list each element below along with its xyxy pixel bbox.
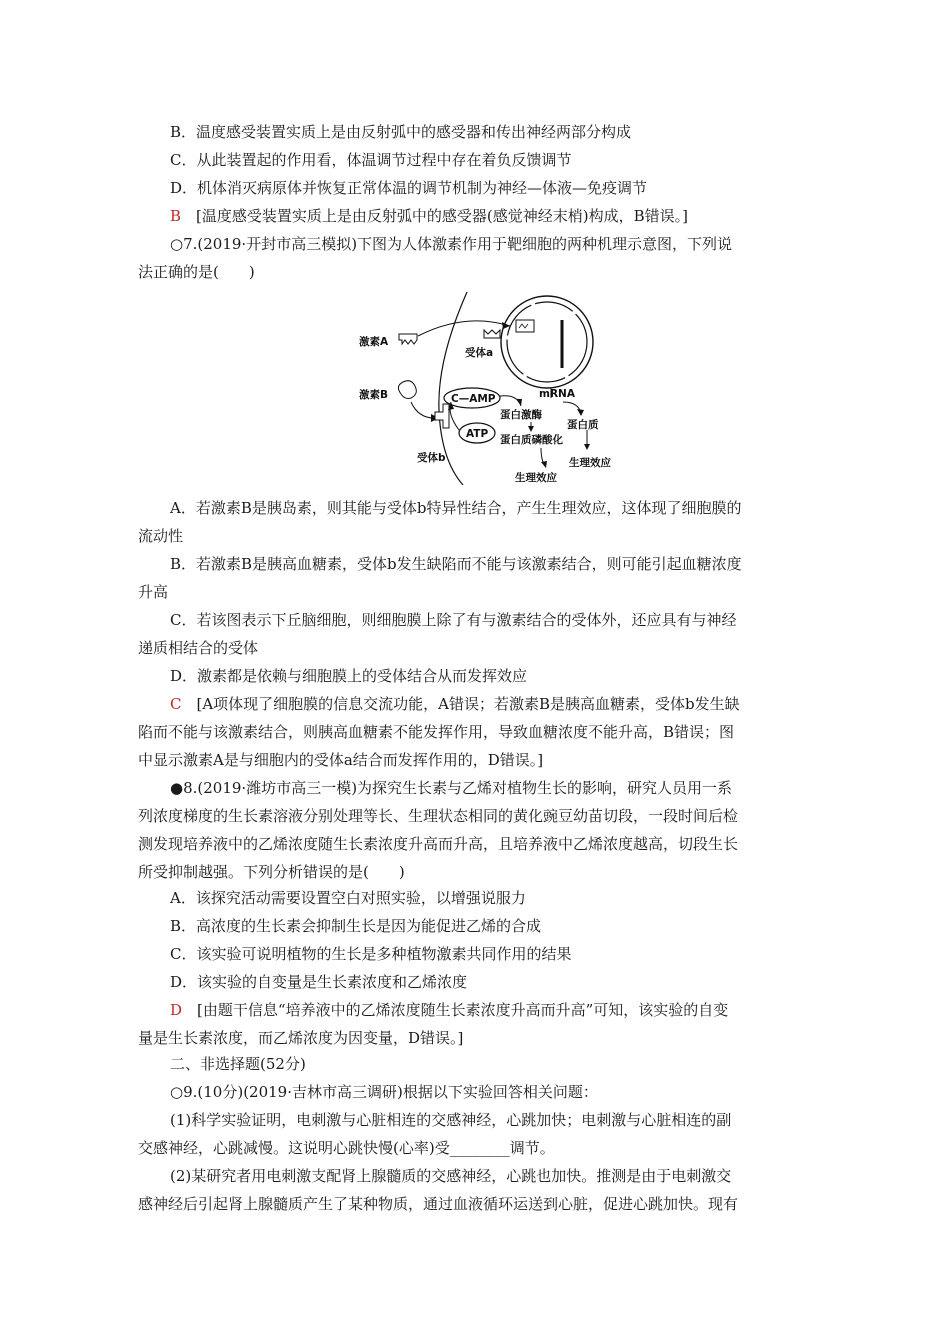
q6-option-c: C．从此装置起的作用看，体温调节过程中存在着负反馈调节 <box>170 151 572 169</box>
q7-option-a-line2: 流动性 <box>138 527 184 545</box>
q7-answer-line2: 陷而不能与该激素结合，则胰高血糖素不能发挥作用，导致血糖浓度不能升高，B错误；图 <box>138 723 735 741</box>
q8-stem-line4: 所受抑制越强。下列分析错误的是( ) <box>138 863 405 881</box>
diagram-mrna-label: mRNA <box>539 388 575 400</box>
q6-option-b: B．温度感受装置实质上是由反射弧中的感受器和传出神经两部分构成 <box>170 123 632 141</box>
q8-option-b: B．高浓度的生长素会抑制生长是因为能促进乙烯的合成 <box>170 917 542 935</box>
q9-part2-line1: (2)某研究者用电刺激支配肾上腺髓质的交感神经，心跳也加快。推测是由于电刺激交 <box>170 1167 732 1185</box>
q9-part1-line1: (1)科学实验证明，电刺激与心脏相连的交感神经，心跳加快；电刺激与心脏相连的副 <box>170 1111 732 1129</box>
q6-answer-text: [温度感受装置实质上是由反射弧中的感受器(感觉神经末梢)构成，B错误。] <box>196 207 688 225</box>
q8-answer-text-1: [由题干信息“培养液中的乙烯浓度随生长素浓度升高而升高”可知，该实验的自变 <box>197 1001 729 1019</box>
q7-answer-text-1: [A项体现了细胞膜的信息交流功能，A错误；若激素B是胰高血糖素，受体b发生缺 <box>196 695 740 713</box>
q7-option-c-line2: 递质相结合的受体 <box>138 639 259 657</box>
q7-option-d: D．激素都是依赖与细胞膜上的受体结合从而发挥效应 <box>170 667 528 685</box>
q7-option-a-line1: A．若激素B是胰岛素，则其能与受体b特异性结合，产生生理效应，这体现了细胞膜的 <box>170 499 742 517</box>
diagram-protein-label: 蛋白质 <box>567 419 599 431</box>
q7-stem-line2: 法正确的是( ) <box>138 263 255 281</box>
diagram-receptor-a-label: 受体a <box>465 347 494 359</box>
q7-stem-line1: ○7.(2019·开封市高三模拟)下图为人体激素作用于靶细胞的两种机理示意图，下列说 <box>170 235 733 253</box>
diagram-camp-label: C—AMP <box>451 393 496 405</box>
q6-answer-letter: B <box>170 207 182 225</box>
q8-stem-line3: 测发现培养液中的乙烯浓度随生长素浓度升高而升高，且培养液中乙烯浓度越高，切段生长 <box>138 835 739 853</box>
q8-stem-line2: 列浓度梯度的生长素溶液分别处理等长、生理状态相同的黄化豌豆幼苗切段，一段时间后检 <box>138 807 739 825</box>
q9-part1-line2: 交感神经，心跳减慢。这说明心跳快慢(心率)受________调节。 <box>138 1139 555 1157</box>
q7-option-b-line2: 升高 <box>138 583 169 601</box>
q8-option-a: A．该探究活动需要设置空白对照实验，以增强说服力 <box>170 889 526 907</box>
q7-answer-line1 <box>170 694 740 714</box>
q9-stem: ○9.(10分)(2019·吉林市高三调研)根据以下实验回答相关问题： <box>170 1083 598 1101</box>
section-heading: 二、非选择题(52分) <box>170 1055 306 1073</box>
q8-answer-line1 <box>170 1000 728 1020</box>
q7-answer-line3: 中显示激素A是与细胞内的受体a结合而发挥作用的，D错误。] <box>138 751 544 769</box>
q8-stem-line1: ●8.(2019·潍坊市高三一模)为探究生长素与乙烯对植物生长的影响，研究人员用一系 <box>170 779 733 797</box>
q8-option-c: C．该实验可说明植物的生长是多种植物激素共同作用的结果 <box>170 945 572 963</box>
q8-option-d: D．该实验的自变量是生长素浓度和乙烯浓度 <box>170 973 468 991</box>
diagram-phosphorylation-label: 蛋白质磷酸化 <box>500 434 563 446</box>
q9-part2-line2: 感神经后引起肾上腺髓质产生了某种物质，通过血液循环运送到心脏，促进心跳加快。现有 <box>138 1195 739 1213</box>
diagram-kinase-label: 蛋白激酶 <box>500 409 542 421</box>
q6-option-d: D．机体消灭病原体并恢复正常体温的调节机制为神经—体液—免疫调节 <box>170 179 648 197</box>
diagram-hormone-a-label: 激素A <box>359 336 389 348</box>
diagram-atp-label: ATP <box>466 428 489 440</box>
q8-answer-letter: D <box>170 1001 183 1019</box>
diagram-effect-label-1: 生理效应 <box>569 457 611 469</box>
q7-option-b-line1: B．若激素B是胰高血糖素，受体b发生缺陷而不能与该激素结合，则可能引起血糖浓度 <box>170 555 742 573</box>
q6-answer <box>170 206 688 226</box>
hormone-mechanism-diagram <box>355 290 640 485</box>
q7-option-c-line1: C．若该图表示下丘脑细胞，则细胞膜上除了有与激素结合的受体外，还应具有与神经 <box>170 611 737 629</box>
diagram-hormone-b-label: 激素B <box>359 389 389 401</box>
diagram-receptor-b-label: 受体b <box>417 452 446 464</box>
q8-answer-line2: 量是生长素浓度，而乙烯浓度为因变量，D错误。] <box>138 1029 464 1047</box>
q7-answer-letter: C <box>170 695 182 713</box>
diagram-effect-label-2: 生理效应 <box>515 472 557 484</box>
